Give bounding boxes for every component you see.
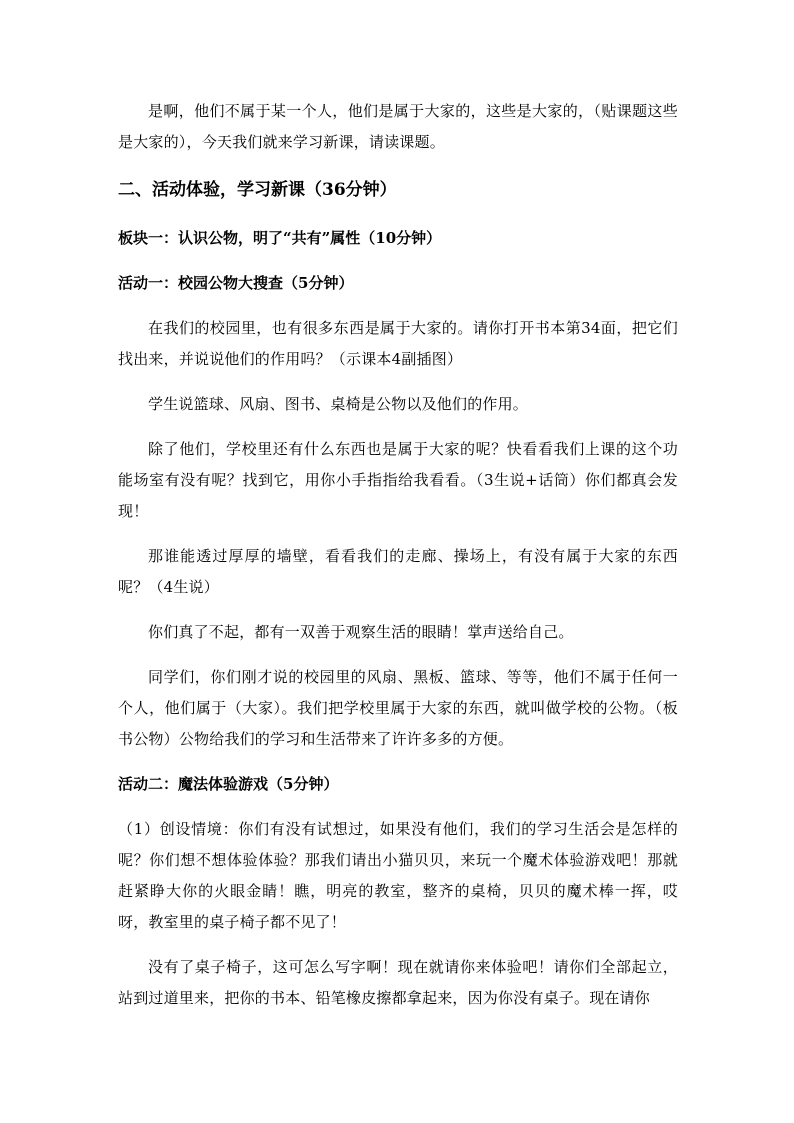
paragraph-intro: 是啊，他们不属于某一个人，他们是属于大家的，这些是大家的，（贴课题这些是大家的），今天我们就来学习新课，请读课题。 xyxy=(118,102,678,151)
paragraph-create-scenario: （1）创设情境：你们有没有试想过，如果没有他们，我们的学习生活会是怎样的呢？你们想不想体验体验？那我们请出小猫贝贝，来玩一个魔术体验游戏吧！那就赶紧睁大你的火眼金睛！瞧，明亮的教室，整齐的桌椅，贝贝的魔术棒一挥，哎呀，教室里的桌子椅子都不见了！ xyxy=(118,820,678,931)
block-heading-recognize-public-property: 板块一：认识公物，明了“共有”属性（10分钟） xyxy=(118,229,442,247)
section-heading-activity-experience: 二、活动体验，学习新课（36分钟） xyxy=(118,180,397,200)
paragraph-students-say: 学生说篮球、风扇、图书、桌椅是公物以及他们的作用。 xyxy=(148,395,529,413)
paragraph-praise: 你们真了不起，都有一双善于观察生活的眼睛！掌声送给自己。 xyxy=(148,623,574,641)
paragraph-besides-them: 除了他们，学校里还有什么东西也是属于大家的呢？快看看我们上课的这个功能场室有没有呢？找到它，用你小手指指给我看看。（3生说+话筒）你们都真会发现！ xyxy=(118,440,678,520)
activity-heading-campus-search: 活动一：校园公物大搜查（5分钟） xyxy=(118,274,354,292)
document-body xyxy=(118,96,678,1014)
paragraph-no-desks: 没有了桌子椅子，这可怎么写字啊！现在就请你来体验吧！请你们全部起立，站到过道里来，把你的书本、铅笔橡皮擦都拿起来，因为你没有桌子。现在请你 xyxy=(118,958,678,1007)
paragraph-through-walls: 那谁能透过厚厚的墙壁，看看我们的走廊、操场上，有没有属于大家的东西呢？（4生说） xyxy=(118,547,678,596)
paragraph-open-book: 在我们的校园里，也有很多东西是属于大家的。请你打开书本第34面，把它们找出来，并说说他们的作用吗？（示课本4副插图） xyxy=(118,319,678,368)
activity-heading-magic-game: 活动二：魔法体验游戏（5分钟） xyxy=(118,775,339,793)
paragraph-public-property-definition: 同学们，你们刚才说的校园里的风扇、黑板、篮球、等等，他们不属于任何一个人，他们属于（大家）。我们把学校里属于大家的东西，就叫做学校的公物。（板书公物）公物给我们的学习和生活带来了许许多多的方便。 xyxy=(118,668,678,748)
